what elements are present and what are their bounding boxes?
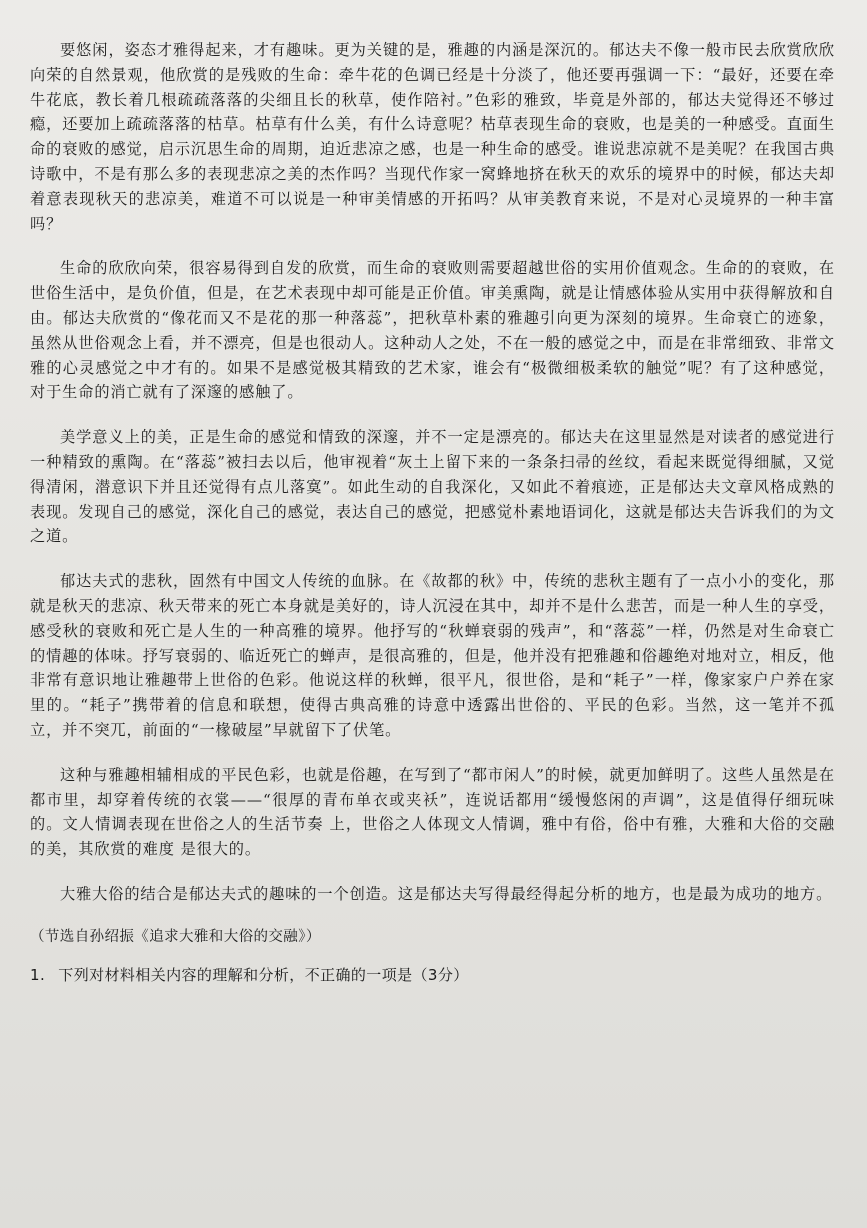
passage-paragraph-5: 这种与雅趣相辅相成的平民色彩，也就是俗趣，在写到了“都市闲人”的时候，就更加鲜明了。这些人虽然是在都市里，却穿着传统的衣裳——“很厚的青布单衣或夹袄”，连说话都用“缓慢悠闲的声调”，这是值得仔细玩味的。文人情调表现在世俗之人的生活节奏 上，世俗之人体现文人情调，雅中有俗，俗中有雅，大雅和大俗的交融的美，其欣赏的难度 是很大的。	[30, 765, 835, 859]
passage-paragraph-6: 大雅大俗的结合是郁达夫式的趣味的一个创造。这是郁达夫写得最经得起分析的地方，也是最为成功的地方。	[60, 884, 833, 903]
passage-paragraph-3: 美学意义上的美，正是生命的感觉和情致的深邃，并不一定是漂亮的。郁达夫在这里显然是对读者的感觉进行一种精致的熏陶。在“落蕊”被扫去以后，他审视着“灰土上留下来的一条条扫帚的丝纹，看起来既觉得细腻，又觉得清闲，潜意识下并且还觉得有点儿落寞”。如此生动的自我深化，又如此不着痕迹，正是郁达夫文章风格成熟的表现。发现自己的感觉，深化自己的感觉，表达自己的感觉，把感觉朴素地语词化，这就是郁达夫告诉我们的为文之道。	[30, 428, 835, 546]
question-1	[30, 963, 835, 987]
question-text: 下列对材料相关内容的理解和分析，不正确的一项是（3分）	[58, 965, 469, 984]
passage-paragraph-2: 生命的欣欣向荣，很容易得到自发的欣赏，而生命的衰败则需要超越世俗的实用价值观念。生命的的衰败，在世俗生活中，是负价值，但是，在艺术表现中却可能是正价值。审美熏陶，就是让情感体验从实用中获得解放和自由。郁达夫欣赏的“像花而又不是花的那一种落蕊”，把秋草朴素的雅趣引向更为深刻的境界。生命衰亡的迹象，虽然从世俗观念上看，并不漂亮，但是也很动人。这种动人之处，不在一般的感觉之中，而是在非常细致、非常文雅的心灵感觉之中才有的。如果不是感觉极其精致的艺术家，谁会有“极微细极柔软的触觉”呢？有了这种感觉，对于生命的消亡就有了深邃的感触了。	[30, 259, 835, 402]
passage-content	[30, 38, 835, 987]
passage-paragraph-1: 要悠闲，姿态才雅得起来，才有趣味。更为关键的是，雅趣的内涵是深沉的。郁达夫不像一般市民去欣赏欣欣向荣的自然景观，他欣赏的是残败的生命：牵牛花的色调已经是十分淡了，他还要再强调一下：“最好，还要在牵牛花底，教长着几根疏疏落落的尖细且长的秋草，使作陪衬。”色彩的雅致，毕竟是外部的，郁达夫觉得还不够过瘾，还要加上疏疏落落的枯草。枯草有什么美，有什么诗意呢？枯草表现生命的衰败，也是美的一种感受。直面生命的衰败的感觉，启示沉思生命的周期，迫近悲凉之感，也是一种生命的感受。谁说悲凉就不是美呢？在我国古典诗歌中，不是有那么多的表现悲凉之美的杰作吗？当现代作家一窝蜂地挤在秋天的欢乐的境界中的时候，郁达夫却着意表现秋天的悲凉美，难道不可以说是一种审美情感的开拓吗？从审美教育来说，不是对心灵境界的一种丰富吗？	[30, 41, 835, 233]
passage-paragraph-4: 郁达夫式的悲秋，固然有中国文人传统的血脉。在《故都的秋》中，传统的悲秋主题有了一点小小的变化，那就是秋天的悲凉、秋天带来的死亡本身就是美好的，诗人沉浸在其中，却并不是什么悲苦，而是一种人生的享受，感受秋的衰败和死亡是人生的一种高雅的境界。他抒写的“秋蝉衰弱的残声”，和“落蕊”一样，仍然是对生命衰亡的情趣的体味。抒写衰弱的、临近死亡的蝉声，是很高雅的，但是，他并没有把雅趣和俗趣绝对地对立，相反，他非常有意识地让雅趣带上世俗的色彩。他说这样的秋蝉，很平凡，很世俗，是和“耗子”一样，像家家户户养在家里的。“耗子”携带着的信息和联想，使得古典高雅的诗意中透露出世俗的、平民的色彩。当然，这一笔并不孤立，并不突兀，前面的“一椽破屋”早就留下了伏笔。	[30, 572, 835, 739]
source-citation: （节选自孙绍振《追求大雅和大俗的交融》）	[30, 928, 321, 945]
question-number: 1.	[30, 965, 46, 984]
